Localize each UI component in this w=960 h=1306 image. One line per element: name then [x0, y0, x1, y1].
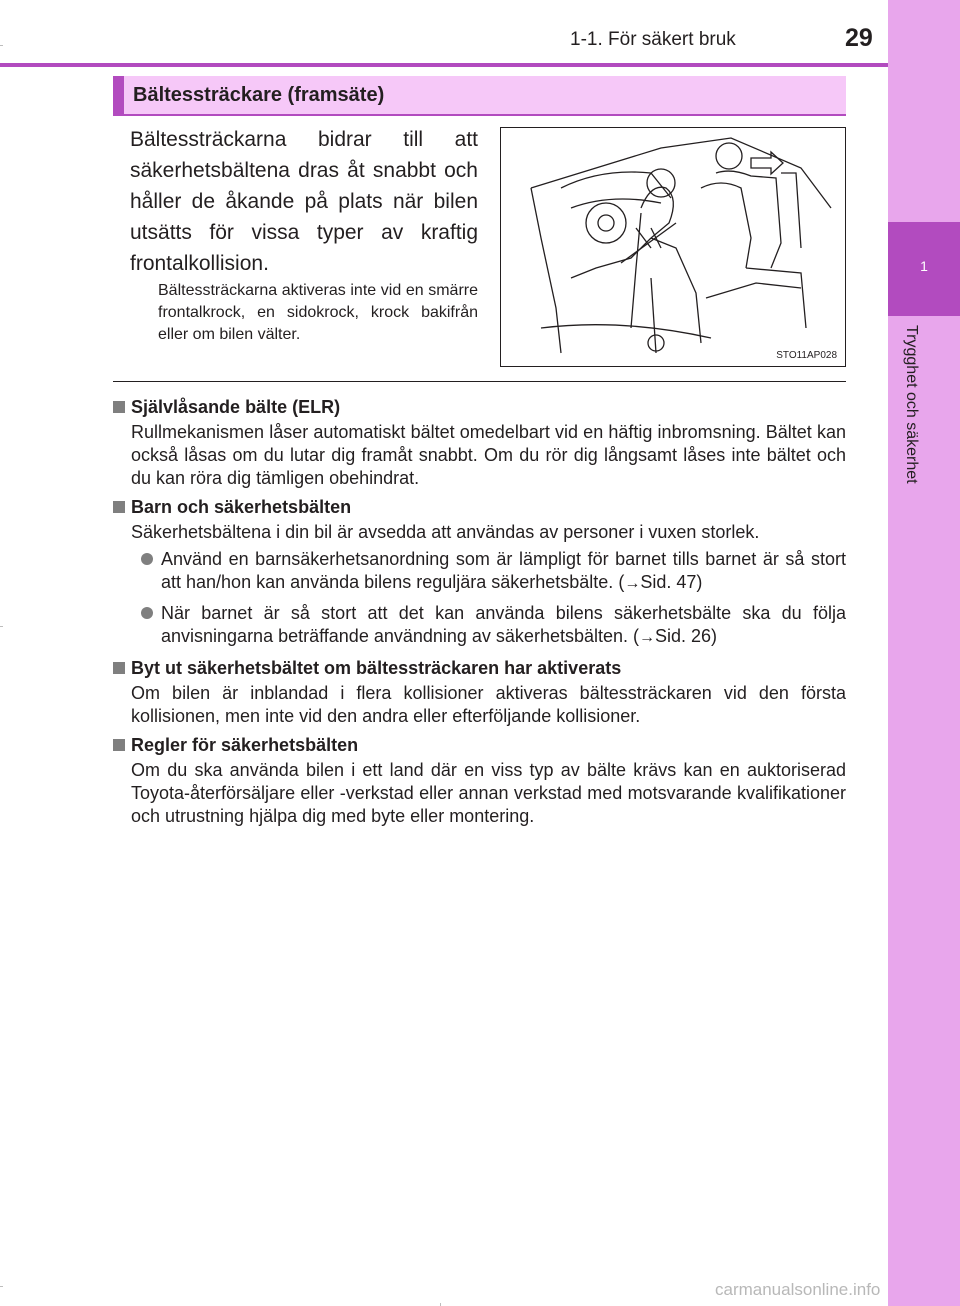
item-heading-text: Barn och säkerhetsbälten [131, 497, 352, 517]
item-body-rules: Om du ska använda bilen i ett land där en viss typ av bälte krävs kan en auktoriserad Toyota-återförsäljare eller -verkstad eller annan verkstad med motsvarande kvalifikationer och utrustning hjälpa dig med byte eller montering. [131, 760, 846, 826]
square-bullet-icon [113, 501, 125, 513]
item-heading-text: Regler för säkerhetsbälten [131, 735, 359, 755]
square-bullet-icon [113, 401, 125, 413]
running-header: 1-1. För säkert bruk [570, 29, 736, 50]
circle-bullet-icon [141, 607, 153, 619]
section-divider [113, 381, 846, 382]
content-body [113, 390, 846, 832]
section-title: Bältessträckare (framsäte) [133, 84, 385, 106]
list-item-text [161, 602, 846, 649]
square-bullet-icon [113, 662, 125, 674]
square-bullet-icon [113, 739, 125, 751]
item-body-children: Säkerhetsbältena i din bil är avsedda att användas av personer i vuxen storlek. [131, 522, 760, 542]
circle-bullet-icon [141, 553, 153, 565]
figure-code: STO11AP028 [776, 350, 837, 361]
item-heading-text: Byt ut säkerhetsbältet om bältessträckaren har aktiverats [131, 658, 622, 678]
arrow-right-icon: → [624, 575, 641, 592]
item-body-elr: Rullmekanismen låser automatiskt bältet omedelbart vid en häftig inbromsning. Bältet kan också låsas om du lutar dig framåt snabbt. Om du rör dig långsamt låses inte bältet och du kan röra dig tämligen obehindrat. [131, 422, 846, 488]
chapter-number: 1 [920, 258, 928, 274]
crop-mark [0, 45, 3, 46]
watermark: carmanualsonline.info [715, 1280, 881, 1299]
section-underline [113, 114, 846, 116]
list-item [141, 548, 846, 595]
intro-note: Bältessträckarna aktiveras inte vid en smärre frontalkrock, en sidokrock, krock bakifrån eller om bilen välter. [158, 282, 478, 343]
crop-mark [0, 626, 3, 627]
item-body-replace: Om bilen är inblandad i flera kollisioner aktiveras bältessträckaren vid den första kollisionen, men inte vid den andra eller efterföljande kollisioner. [131, 683, 846, 726]
item-heading-elr [113, 395, 846, 419]
page-number: 29 [845, 24, 873, 52]
seatbelt-pretensioner-illustration [500, 127, 846, 367]
page-reference: Sid. 47) [640, 572, 703, 592]
bullet-text: När barnet är så stort att det kan använda bilens säkerhetsbälte ska du följa anvisningarna beträffande användning av säkerhetsbälten. ( [161, 603, 846, 646]
list-item [141, 602, 846, 649]
section-heading-marker [113, 76, 124, 114]
list-item-text [161, 548, 846, 595]
car-interior-drawing [501, 128, 845, 366]
chapter-title: Trygghet och säkerhet [903, 325, 920, 484]
item-heading-replace [113, 656, 846, 680]
page-reference: Sid. 26) [655, 626, 718, 646]
intro-paragraph: Bältessträckarna bidrar till att säkerhetsbältena dras åt snabbt och håller de åkande på plats när bilen utsätts för vissa typer av kraftig frontalkollision. [130, 128, 478, 275]
item-heading-rules [113, 733, 846, 757]
arrow-right-icon: → [639, 629, 656, 646]
chapter-tab-strip [888, 0, 960, 1306]
item-heading-text: Självlåsande bälte (ELR) [131, 397, 341, 417]
crop-mark [0, 1286, 3, 1287]
header-rule [0, 63, 888, 67]
bullet-text: Använd en barnsäkerhetsanordning som är lämpligt för barnet tills barnet är så stort att han/hon kan använda bilens reguljära säkerhetsbälte. ( [161, 549, 846, 592]
item-heading-children [113, 495, 846, 519]
